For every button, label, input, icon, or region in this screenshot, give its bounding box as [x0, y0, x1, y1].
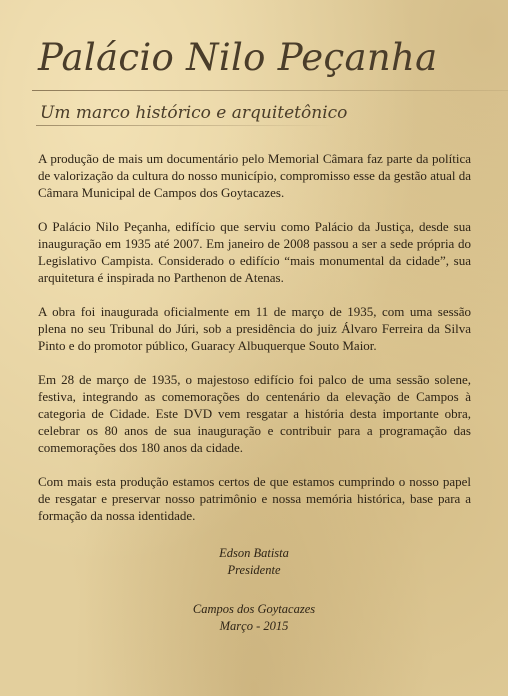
paragraph: A obra foi inaugurada oficialmente em 11 de março de 1935, com uma sessão plena no seu Tribunal do Júri, sob a presidência do juiz Álvaro Ferreira da Silva Pinto e do promotor público, Guaracy Albuquerque Souto Maior.: [38, 304, 471, 353]
paragraph: Com mais esta produção estamos certos de que estamos cumprindo o nosso papel de resgatar e preservar nosso patrimônio e nossa memória histórica, base para a formação da nossa identidade.: [38, 474, 471, 523]
page-subtitle: Um marco histórico e arquitetônico: [40, 103, 348, 123]
signature-block: [0, 545, 508, 635]
signatory-name: Edson Batista: [219, 546, 289, 560]
signature-spacer: [0, 579, 508, 601]
paragraph: Em 28 de março de 1935, o majestoso edifício foi palco de uma sessão solene, festiva, integrando as comemorações do centenário da elevação de Campos à categoria de Cidade. Este DVD vem resgatar a história desta importante obra, celebrar os 80 anos de sua inauguração e contribuir para a programação das comemorações dos 180 anos da cidade.: [38, 372, 471, 455]
body-text: [38, 150, 471, 541]
signature-place: Campos dos Goytacazes: [192, 602, 316, 616]
title-divider: [32, 90, 508, 91]
paragraph: A produção de mais um documentário pelo Memorial Câmara faz parte da política de valorização da cultura do nosso município, compromisso esse da gestão atual da Câmara Municipal de Campos dos Goytacazes.: [38, 151, 471, 200]
paragraph: O Palácio Nilo Peçanha, edifício que serviu como Palácio da Justiça, desde sua inauguração em 1935 até 2007. Em janeiro de 2008 passou a ser a sede própria do Legislativo Campista. Considerado o edifício “mais monumental da cidade”, sua arquitetura é inspirada no Parthenon de Atenas.: [38, 219, 471, 285]
page-title: Palácio Nilo Peçanha: [38, 36, 438, 79]
signatory-role: Presidente: [227, 563, 281, 577]
signature-date: Março - 2015: [219, 619, 289, 633]
subtitle-divider: [36, 125, 336, 126]
